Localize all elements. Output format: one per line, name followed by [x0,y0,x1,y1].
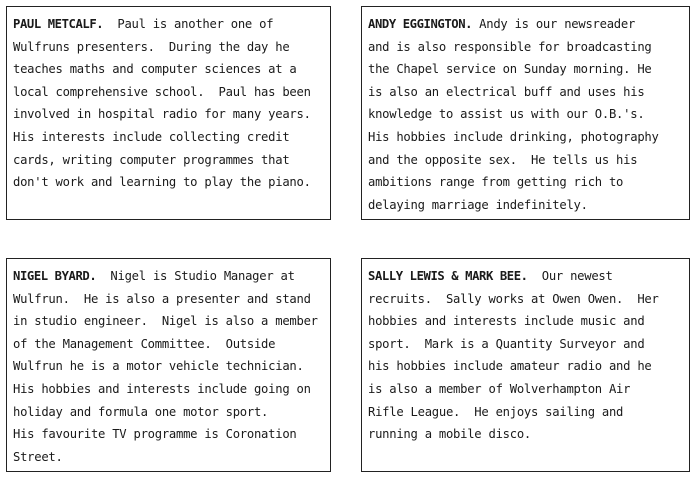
card-text-line: is also an electrical buff and uses his [368,84,645,99]
card-text-line: Rifle League. He enjoys sailing and [368,404,624,419]
card-text-line: hobbies and interests include music and [368,314,645,329]
card-text-line: Wulfrun he is a motor vehicle technician. [13,359,304,374]
card-text-line: teaches maths and computer sciences at a [13,62,297,77]
card-text-line: His hobbies and interests include going on [13,381,311,396]
card-name: ANDY EGGINGTON. [368,17,473,31]
profile-card-sally-lewis-mark-bee [361,258,690,472]
card-text-line: delaying marriage indefinitely. [368,197,588,212]
card-text-line: recruits. Sally works at Owen Owen. Her [368,291,659,306]
card-name: SALLY LEWIS & MARK BEE. [368,269,528,283]
card-text-line: and the opposite sex. He tells us his [368,152,638,167]
card-text-line: is also a member of Wolverhampton Air [368,381,631,396]
card-text-line: don't work and learning to play the piano. [13,175,311,190]
card-first-line [368,13,689,36]
card-text-line: cards, writing computer programmes that [13,152,290,167]
card-text-line: Nigel is Studio Manager at [96,269,295,283]
card-text-line: in studio engineer. Nigel is also a member [13,314,318,329]
profile-card-paul-metcalf [6,6,331,220]
profile-card-nigel-byard [6,258,331,472]
card-text-line: holiday and formula one motor sport. [13,404,269,419]
card-text-line: Andy is our newsreader [472,17,636,31]
card-text-line: knowledge to assist us with our O.B.'s. [368,107,645,122]
card-text-line: involved in hospital radio for many years. [13,107,311,122]
card-text-line: Wulfrun. He is also a presenter and stand [13,291,311,306]
card-text-line: running a mobile disco. [368,427,532,442]
card-text-line: His favourite TV programme is Coronation [13,427,297,442]
profile-card-andy-eggington [361,6,690,220]
card-text-line: ambitions range from getting rich to [368,175,624,190]
card-text-line: Paul is another one of [103,17,274,31]
card-text-line: Wulfruns presenters. During the day he [13,39,290,54]
card-text-line: local comprehensive school. Paul has been [13,84,311,99]
card-text-line: His hobbies include drinking, photography [368,129,659,144]
card-first-line [368,265,689,288]
card-text-line: His interests include collecting credit [13,129,290,144]
card-name: NIGEL BYARD. [13,269,97,283]
card-first-line [13,13,330,36]
card-text-line: Street. [13,449,63,464]
card-first-line [13,265,330,288]
card-text-line: the Chapel service on Sunday morning. He [368,62,652,77]
card-name: PAUL METCALF. [13,17,104,31]
card-text-line: sport. Mark is a Quantity Surveyor and [368,336,645,351]
card-text-line: and is also responsible for broadcasting [368,39,652,54]
card-text-line: Our newest [527,269,613,283]
card-text-line: of the Management Committee. Outside [13,336,276,351]
card-text-line: his hobbies include amateur radio and he [368,359,652,374]
